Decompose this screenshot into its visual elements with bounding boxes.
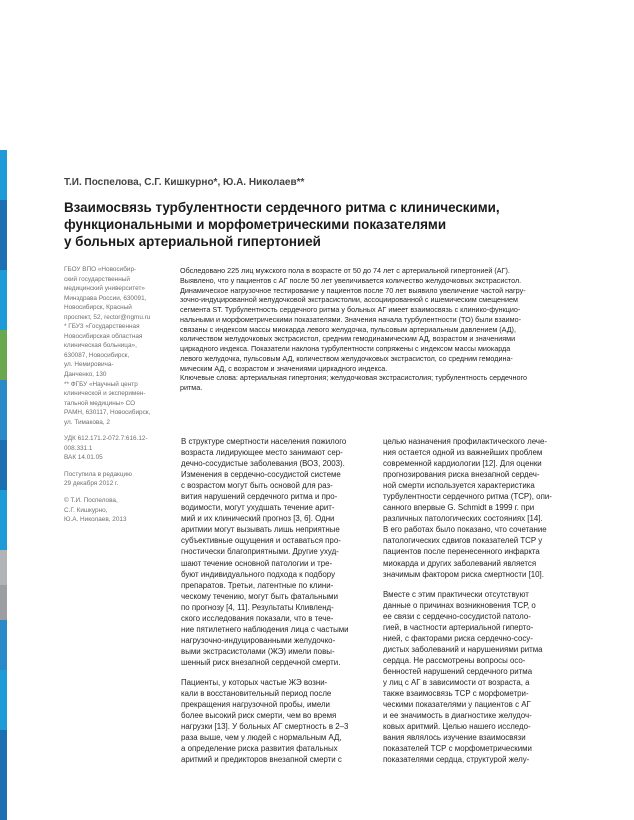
edge-bar-blue-2 xyxy=(0,270,7,330)
abstract-line: связаны с индексом массы миокарда левого желудочка, пульсовым артериальным давлением (АД), xyxy=(180,324,516,334)
affiliation-line: ** ФГБУ «Научный центр xyxy=(64,380,138,388)
body-line: гией, в частности артериальной гиперто- xyxy=(383,622,534,632)
body-line: современной кардиологии [12]. Для оценки xyxy=(383,459,542,469)
body-line: В его работах было показано, что сочетание xyxy=(383,525,547,535)
received-date xyxy=(64,470,184,489)
body-line: турбулентности сердечного ритма (ТСР), опи- xyxy=(383,492,552,502)
abstract-line: Динамическое нагрузочное тестирование у пациентов после 70 лет выявило увеличение частой нагру- xyxy=(180,285,526,295)
article-authors: Т.И. Поспелова, С.Г. Кишкурно*, Ю.А. Николаев** xyxy=(64,177,305,188)
abstract-line: нальными и морфометрическими показателями. Значения начала турбулентности (ТО) были взаимо- xyxy=(180,314,521,324)
body-line: ковых аритмий. Целью нашего исследо- xyxy=(383,722,531,732)
body-line: также взаимосвязь ТСР с морфометри- xyxy=(383,689,529,699)
paragraph xyxy=(181,436,371,668)
body-line: патологических сдвигов показателей ТСР у xyxy=(383,536,543,546)
affiliation-line: клинической и эксперимен- xyxy=(64,390,146,398)
body-line: препаратов. Третьи, латентные по клини- xyxy=(181,580,334,590)
affiliation-line: Минздрава России, 630091, xyxy=(64,294,147,302)
edge-bar-navy-3 xyxy=(0,730,7,820)
body-line: водимости, могут ухудшать течение арит- xyxy=(181,503,335,513)
udk-line: УДК 612.171.2-072.7:616.12- xyxy=(64,435,148,443)
title-line: Взаимосвязь турбулентности сердечного ритма с клиническими, xyxy=(64,200,500,215)
edge-bar-navy xyxy=(0,200,7,270)
body-line: возраста лидирующее место занимают сер- xyxy=(181,448,343,458)
affiliation-line: * ГБУЗ «Государственная xyxy=(64,323,140,331)
body-line: прогнозирования риска внезапной сердеч- xyxy=(383,470,540,480)
body-line: буют индивидуального подхода к подбору xyxy=(181,569,336,579)
affiliation-line: 630087, Новосибирск, xyxy=(64,351,130,359)
edge-bar-green xyxy=(0,330,7,380)
udk-codes xyxy=(64,434,184,463)
edge-bar-grey-1 xyxy=(0,550,7,585)
body-line: выми экстрасистолами (ЖЭ) имели повы- xyxy=(181,646,335,656)
body-line: миокарда и других заболеваний является xyxy=(383,558,537,568)
affiliation-line: тальной медицины» СО xyxy=(64,399,136,407)
abstract xyxy=(180,266,575,393)
body-line: ной смерти используется характеристика xyxy=(383,481,535,491)
edge-bar-grey-2 xyxy=(0,585,7,620)
body-line: вития нарушений сердечного ритма и про- xyxy=(181,492,338,502)
body-column-right xyxy=(383,436,583,765)
body-line: сердца. Не рассмотрены вопросы осо- xyxy=(383,655,526,665)
edge-bar-blue-3 xyxy=(0,380,7,440)
body-line: Изменения в сердечно-сосудистой системе xyxy=(181,470,341,480)
body-line: дистых заболеваний и нарушениями ритма xyxy=(383,644,543,654)
copyright-line: © Т.И. Поспелова, xyxy=(64,497,118,505)
body-line: ского исследования показали, что в тече- xyxy=(181,613,334,623)
abstract-line: сегмента ST. Турбулентность сердечного ритма у больных АГ имеет взаимосвязь с клинико-функцио- xyxy=(180,305,521,314)
affiliations xyxy=(64,265,184,427)
body-line: различных патологических состояниях [14]. xyxy=(383,514,543,524)
body-column-left xyxy=(181,436,371,765)
body-line: санного впервые G. Schmidt в 1999 г. при xyxy=(383,503,535,513)
article-sidebar xyxy=(64,265,184,525)
affiliation-line: Новосибирская областная xyxy=(64,332,143,340)
body-line: кали в восстановительный период после xyxy=(181,689,332,699)
body-line: ческому течению, могут быть фатальными xyxy=(181,591,338,601)
body-line: нагрузки [13]. У больных АГ смертность в 2–3 xyxy=(181,722,349,732)
body-line: нией, с факторами риска сердечно-сосу- xyxy=(383,633,533,643)
body-line: пациентов после перенесенного инфаркта xyxy=(383,547,540,557)
abstract-line: зочно-индуцированной желудочковой экстрасистолии, ассоциированной с ишемическим смещением xyxy=(180,295,518,305)
affiliation-line: проспект, 52, rector@ngmu.ru xyxy=(64,313,151,321)
body-line: В структуре смертности населения пожилого xyxy=(181,437,347,446)
affiliation-line: ский государственный xyxy=(64,275,130,283)
copyright-line: Ю.А. Николаев, 2013 xyxy=(64,516,127,524)
body-line: раза выше, чем у людей с нормальным АД, xyxy=(181,733,342,743)
paragraph xyxy=(383,436,583,580)
title-line: функциональными и морфометрическими показателями xyxy=(64,217,447,232)
copyright-line: С.Г. Кишкурно, xyxy=(64,506,108,514)
body-line: и ее значимость в диагностике желудоч- xyxy=(383,711,532,721)
body-line: бенностей нарушений сердечного ритма xyxy=(383,666,533,676)
body-line: Пациенты, у которых частые ЖЭ возни- xyxy=(181,677,328,687)
body-line: ее связи с сердечно-сосудистой патоло- xyxy=(383,611,531,621)
body-line: дечно-сосудистые заболевания (ВОЗ, 2003). xyxy=(181,459,345,469)
abstract-line: левого желудочка, пульсовым АД, количеством желудочковых экстрасистол, со средним гемодина- xyxy=(180,353,513,363)
body-line: целью назначения профилактического лече- xyxy=(383,437,547,446)
body-line: шенный риск внезапной сердечной смерти. xyxy=(181,657,341,667)
body-line: гностически благоприятными. Другие ухуд- xyxy=(181,547,339,557)
edge-bar-blue-1 xyxy=(0,150,7,200)
body-line: шают течение основной патологии и тре- xyxy=(181,558,333,568)
body-line: аритмий и предикторов внезапной смерти с xyxy=(181,755,342,765)
body-line: аритмии могут вызывать лишь неприятные xyxy=(181,525,340,535)
body-line: субъективные ощущения и оставаться про- xyxy=(181,536,341,546)
body-line: значимым фактором риска смертности [10]. xyxy=(383,569,544,579)
received-line: 29 декабря 2012 г. xyxy=(64,480,119,488)
body-line: более высокий риск смерти, чем во время xyxy=(181,711,337,721)
abstract-line: циркадного индекса. Показатели наклона турбулентности сопряжены с индексом массы миокарда xyxy=(180,344,511,353)
paragraph xyxy=(181,677,371,765)
udk-line: 008.331.1 xyxy=(64,444,93,452)
body-line: с возрастом могут быть основой для раз- xyxy=(181,481,333,491)
body-line: вания являлось изучение взаимосвязи xyxy=(383,733,526,743)
edge-bar-teal xyxy=(0,490,7,550)
abstract-line: Выявлено, что у пациентов с АГ после 50 лет увеличивается количество желудочковых экстрасистол. xyxy=(180,275,522,285)
body-line: данные о причинах возникновения ТСР, о xyxy=(383,600,536,610)
udk-line: ВАК 14.01.05 xyxy=(64,454,103,462)
copyright xyxy=(64,496,184,525)
title-line: у больных артериальной гипертонией xyxy=(64,234,321,249)
body-line: прекращения нагрузочной пробы, имели xyxy=(181,700,330,710)
abstract-line: мическим АД, с возрастом и значениями циркадного индекса. xyxy=(180,363,388,373)
affiliation-line: Новосибирск, Красный xyxy=(64,304,132,312)
body-line: ния остается одной из важнейших проблем xyxy=(383,448,543,458)
body-line: Вместе с этим практически отсутствуют xyxy=(383,589,529,599)
affiliation-line: Данченко, 130 xyxy=(64,371,107,379)
body-line: нагрузочно-индуцированными желудочко- xyxy=(181,635,336,645)
keywords-line: ритма. xyxy=(180,383,203,392)
received-line: Поступила в редакцию xyxy=(64,470,132,478)
article-title xyxy=(64,199,609,250)
abstract-line: Обследовано 225 лиц мужского пола в возрасте от 50 до 74 лет с артериальной гипертонией (АГ). xyxy=(180,266,510,275)
edge-bar-blue-4 xyxy=(0,620,7,670)
edge-bar-navy-2 xyxy=(0,440,7,490)
body-line: у лиц с АГ в зависимости от возраста, а xyxy=(383,677,530,687)
affiliation-line: ул. Немировича- xyxy=(64,361,114,369)
body-line: мий и их клинический прогноз [3, 6]. Одни xyxy=(181,514,335,524)
affiliation-line: ГБОУ ВПО «Новосибир- xyxy=(64,266,137,273)
affiliation-line: клиническая больница», xyxy=(64,342,137,350)
affiliation-line: медицинский университет» xyxy=(64,285,145,293)
body-line: показателей ТСР с морфометрическими xyxy=(383,744,532,754)
affiliation-line: ул. Тимакова, 2 xyxy=(64,418,110,426)
body-line: по прогнозу [4, 11]. Результаты Кливленд- xyxy=(181,602,334,612)
paragraph xyxy=(383,589,583,766)
body-line: ние пятилетнего наблюдения лица с частыми xyxy=(181,624,349,634)
edge-bar-blue-5 xyxy=(0,670,7,730)
keywords-line: Ключевые слова: артериальная гипертония; желудочковая экстрасистолия; турбулентность сердечного xyxy=(180,373,527,383)
body-line: показателями сердца, структурой желу- xyxy=(383,755,530,765)
affiliation-line: РАМН, 630117, Новосибирск, xyxy=(64,409,151,417)
body-line: а определение риска развития фатальных xyxy=(181,744,338,754)
body-line: ческими показателями у пациентов с АГ xyxy=(383,700,531,710)
abstract-line: количеством желудочковых экстрасистол, средним гемодинамическим АД, возрастом и значениями xyxy=(180,334,516,344)
